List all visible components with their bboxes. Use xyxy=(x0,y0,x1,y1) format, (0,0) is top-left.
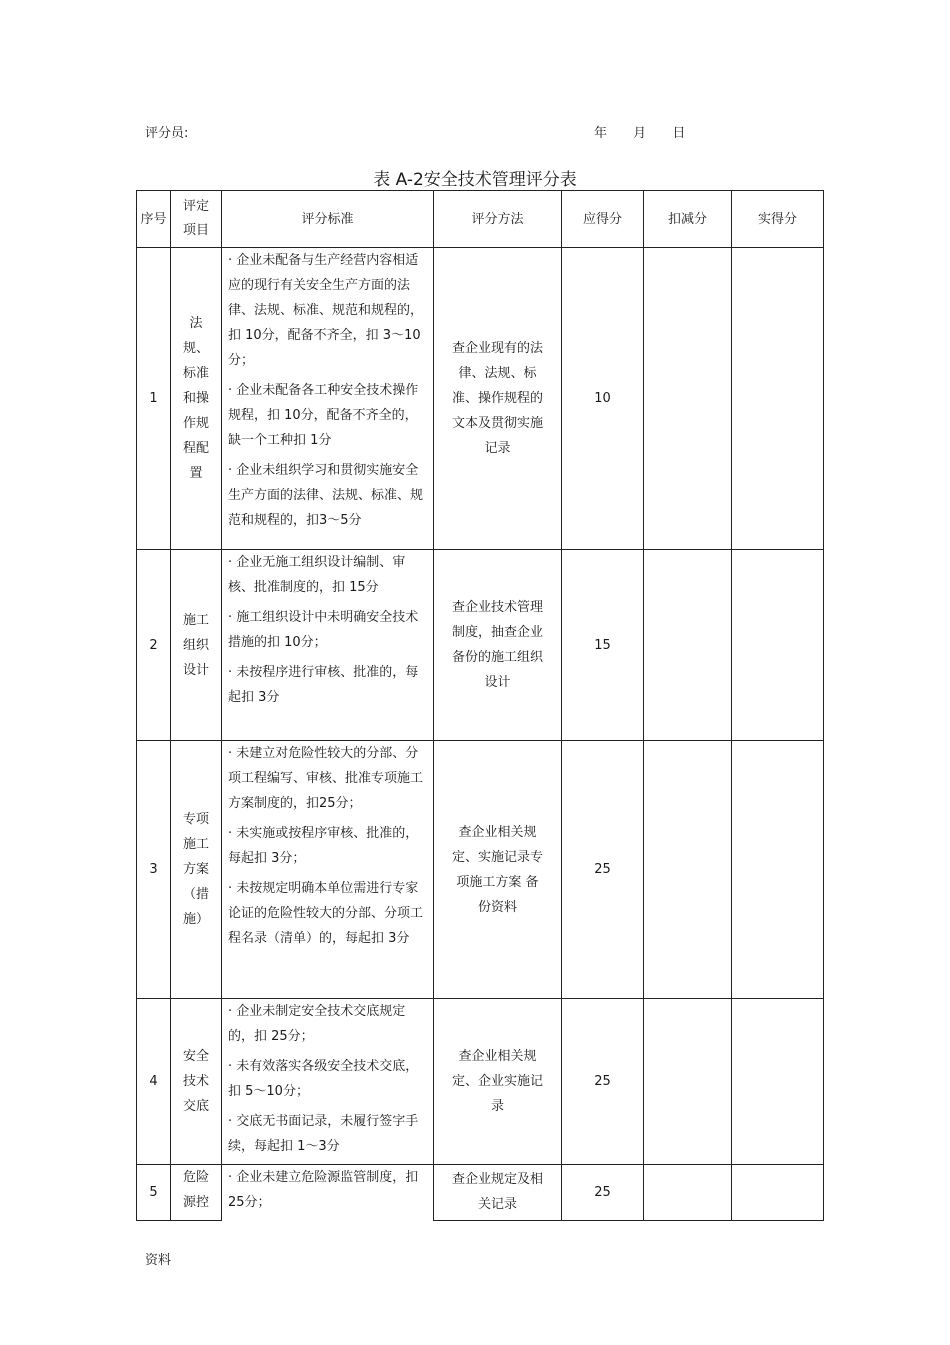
row-deduct-score[interactable] xyxy=(644,999,732,1165)
row-deduct-score[interactable] xyxy=(644,550,732,741)
row-deduct-score[interactable] xyxy=(644,248,732,550)
score-table xyxy=(136,190,824,1221)
criteria-line: · 企业未建立危险源监管制度，扣 25分； xyxy=(228,1170,419,1210)
row-method: 查企业规定及相关记录 xyxy=(434,1165,562,1221)
criteria-line: · 企业未配备与生产经营内容相适应的现行有关安全生产方面的法律、法规、标准、规范和规程的，扣 10分，配备不齐全，扣 3～10分； xyxy=(228,253,424,368)
row-should-score: 25 xyxy=(562,1165,644,1221)
row-item: 安全技术交底 xyxy=(171,999,222,1165)
scorer-label: 评分员: xyxy=(145,126,189,141)
row-item: 法规、标准和操作规程配置 xyxy=(171,248,222,550)
criteria-line: · 交底无书面记录，未履行签字手续，每起扣 1～3分 xyxy=(228,1114,419,1154)
row-deduct-score[interactable] xyxy=(644,1165,732,1221)
col-header-should: 应得分 xyxy=(562,191,644,248)
row-item: 危险源控 xyxy=(171,1165,222,1221)
row-criteria xyxy=(222,248,434,550)
date-fields xyxy=(594,122,707,141)
month-label: 月 xyxy=(633,126,647,141)
row-number: 4 xyxy=(137,999,171,1165)
table-title: 表 A-2安全技术管理评分表 xyxy=(373,170,577,190)
footer-label: 资料 xyxy=(145,1253,172,1268)
row-method: 查企业现有的法律、法规、标准、操作规程的文本及贯彻实施记录 xyxy=(434,248,562,550)
row-actual-score[interactable] xyxy=(732,248,824,550)
year-label: 年 xyxy=(594,126,608,141)
col-header-actual: 实得分 xyxy=(732,191,824,248)
criteria-line: · 未按程序进行审核、批准的，每起扣 3分 xyxy=(228,665,419,705)
criteria-line: · 未实施或按程序审核、批准的，每起扣 3分； xyxy=(228,826,419,866)
row-criteria xyxy=(222,1165,434,1221)
row-criteria xyxy=(222,999,434,1165)
row-method: 查企业相关规定、企业实施记录 xyxy=(434,999,562,1165)
row-actual-score[interactable] xyxy=(732,550,824,741)
col-header-method: 评分方法 xyxy=(434,191,562,248)
day-label: 日 xyxy=(672,126,686,141)
row-should-score: 10 xyxy=(562,248,644,550)
row-actual-score[interactable] xyxy=(732,999,824,1165)
row-should-score: 15 xyxy=(562,550,644,741)
col-header-no: 序号 xyxy=(137,191,171,248)
criteria-line: · 未建立对危险性较大的分部、分项工程编写、审核、批准专项施工方案制度的，扣25分； xyxy=(228,746,424,811)
row-number: 3 xyxy=(137,741,171,999)
col-header-deduct: 扣减分 xyxy=(644,191,732,248)
table-row xyxy=(137,999,824,1165)
table-row xyxy=(137,550,824,741)
criteria-line: · 企业无施工组织设计编制、审核、批准制度的，扣 15分 xyxy=(228,555,406,595)
row-method: 查企业技术管理制度，抽查企业备份的施工组织设计 xyxy=(434,550,562,741)
row-criteria xyxy=(222,550,434,741)
row-item: 专项施工方案（措施） xyxy=(171,741,222,999)
row-deduct-score[interactable] xyxy=(644,741,732,999)
criteria-line: · 企业未制定安全技术交底规定的，扣 25分； xyxy=(228,1004,406,1044)
criteria-line: · 企业未组织学习和贯彻实施安全生产方面的法律、法规、标准、规范和规程的，扣3～5分 xyxy=(228,463,424,528)
row-actual-score[interactable] xyxy=(732,741,824,999)
criteria-line: · 未有效落实各级安全技术交底，扣 5～10分； xyxy=(228,1059,419,1099)
row-should-score: 25 xyxy=(562,999,644,1165)
header-row xyxy=(137,191,824,248)
row-item: 施工组织设计 xyxy=(171,550,222,741)
row-method: 查企业相关规定、实施记录专项施工方案 备份资料 xyxy=(434,741,562,999)
row-number: 1 xyxy=(137,248,171,550)
row-number: 5 xyxy=(137,1165,171,1221)
row-should-score: 25 xyxy=(562,741,644,999)
criteria-line: · 未按规定明确本单位需进行专家论证的危险性较大的分部、分项工程名录（清单）的，每起扣 3分 xyxy=(228,881,424,946)
row-actual-score[interactable] xyxy=(732,1165,824,1221)
criteria-line: · 企业未配备各工种安全技术操作规程，扣 10分，配备不齐全的， 缺一个工种扣 1分 xyxy=(228,383,419,448)
col-header-item: 评定项目 xyxy=(171,191,222,248)
table-row xyxy=(137,741,824,999)
row-criteria xyxy=(222,741,434,999)
table-row xyxy=(137,1165,824,1221)
col-header-criteria: 评分标准 xyxy=(222,191,434,248)
criteria-line: · 施工组织设计中未明确安全技术措施的扣 10分； xyxy=(228,610,419,650)
table-row xyxy=(137,248,824,550)
row-number: 2 xyxy=(137,550,171,741)
